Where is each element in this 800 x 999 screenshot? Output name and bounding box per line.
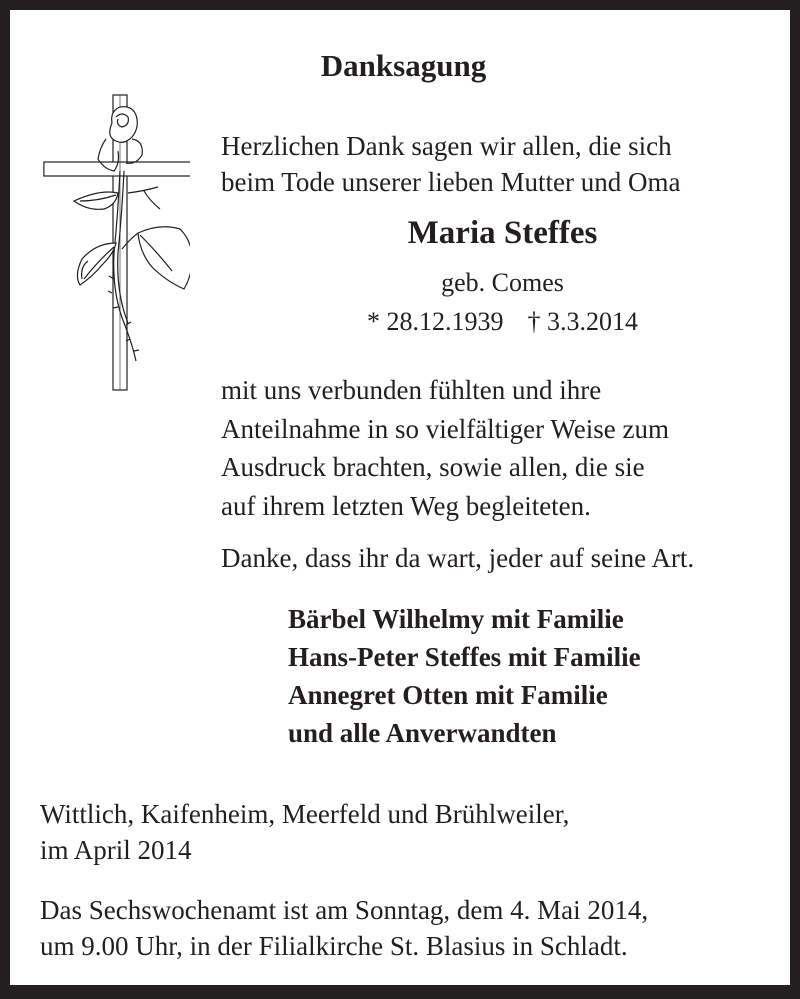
death-date: † 3.3.2014 <box>527 307 638 336</box>
place-and-date <box>40 796 569 868</box>
service-line: um 9.00 Uhr, in der Filialkirche St. Blasius in Schladt. <box>40 931 628 961</box>
intro-line: Herzlichen Dank sagen wir allen, die sich <box>221 131 672 161</box>
body-line: auf ihrem letzten Weg begleiteten. <box>221 490 591 521</box>
place-line: Wittlich, Kaifenheim, Meerfeld und Brühlweiler, <box>40 799 570 829</box>
deceased-name: Maria Steffes <box>407 215 598 251</box>
body-line: mit uns verbunden fühlten und ihre <box>221 375 602 405</box>
birth-date: * 28.12.1939 <box>367 307 504 336</box>
maiden-name: geb. Comes <box>441 268 564 297</box>
body-line: Anteilnahme in so vielfältiger Weise zum <box>221 413 669 444</box>
life-dates <box>10 307 790 337</box>
family-line: Bärbel Wilhelmy mit Familie <box>288 604 624 634</box>
body-line: Ausdruck brachten, sowie allen, die sie <box>221 452 645 482</box>
family-signatures <box>288 600 641 752</box>
family-line: Hans-Peter Steffes mit Familie <box>288 642 641 672</box>
thanks-line: Danke, dass ihr da wart, jeder auf seine Art. <box>221 543 695 573</box>
memorial-service-info <box>40 892 648 964</box>
family-line: Annegret Otten mit Familie <box>288 680 608 710</box>
intro-line: beim Tode unserer lieben Mutter und Oma <box>221 167 681 197</box>
notice-title: Danksagung <box>320 48 487 83</box>
service-line: Das Sechswochenamt ist am Sonntag, dem 4. Mai 2014, <box>40 895 649 925</box>
place-line: im April 2014 <box>40 835 192 865</box>
obituary-notice <box>10 10 790 985</box>
intro-text <box>221 128 681 200</box>
body-text <box>221 371 669 525</box>
family-line: und alle Anverwandten <box>288 718 557 748</box>
